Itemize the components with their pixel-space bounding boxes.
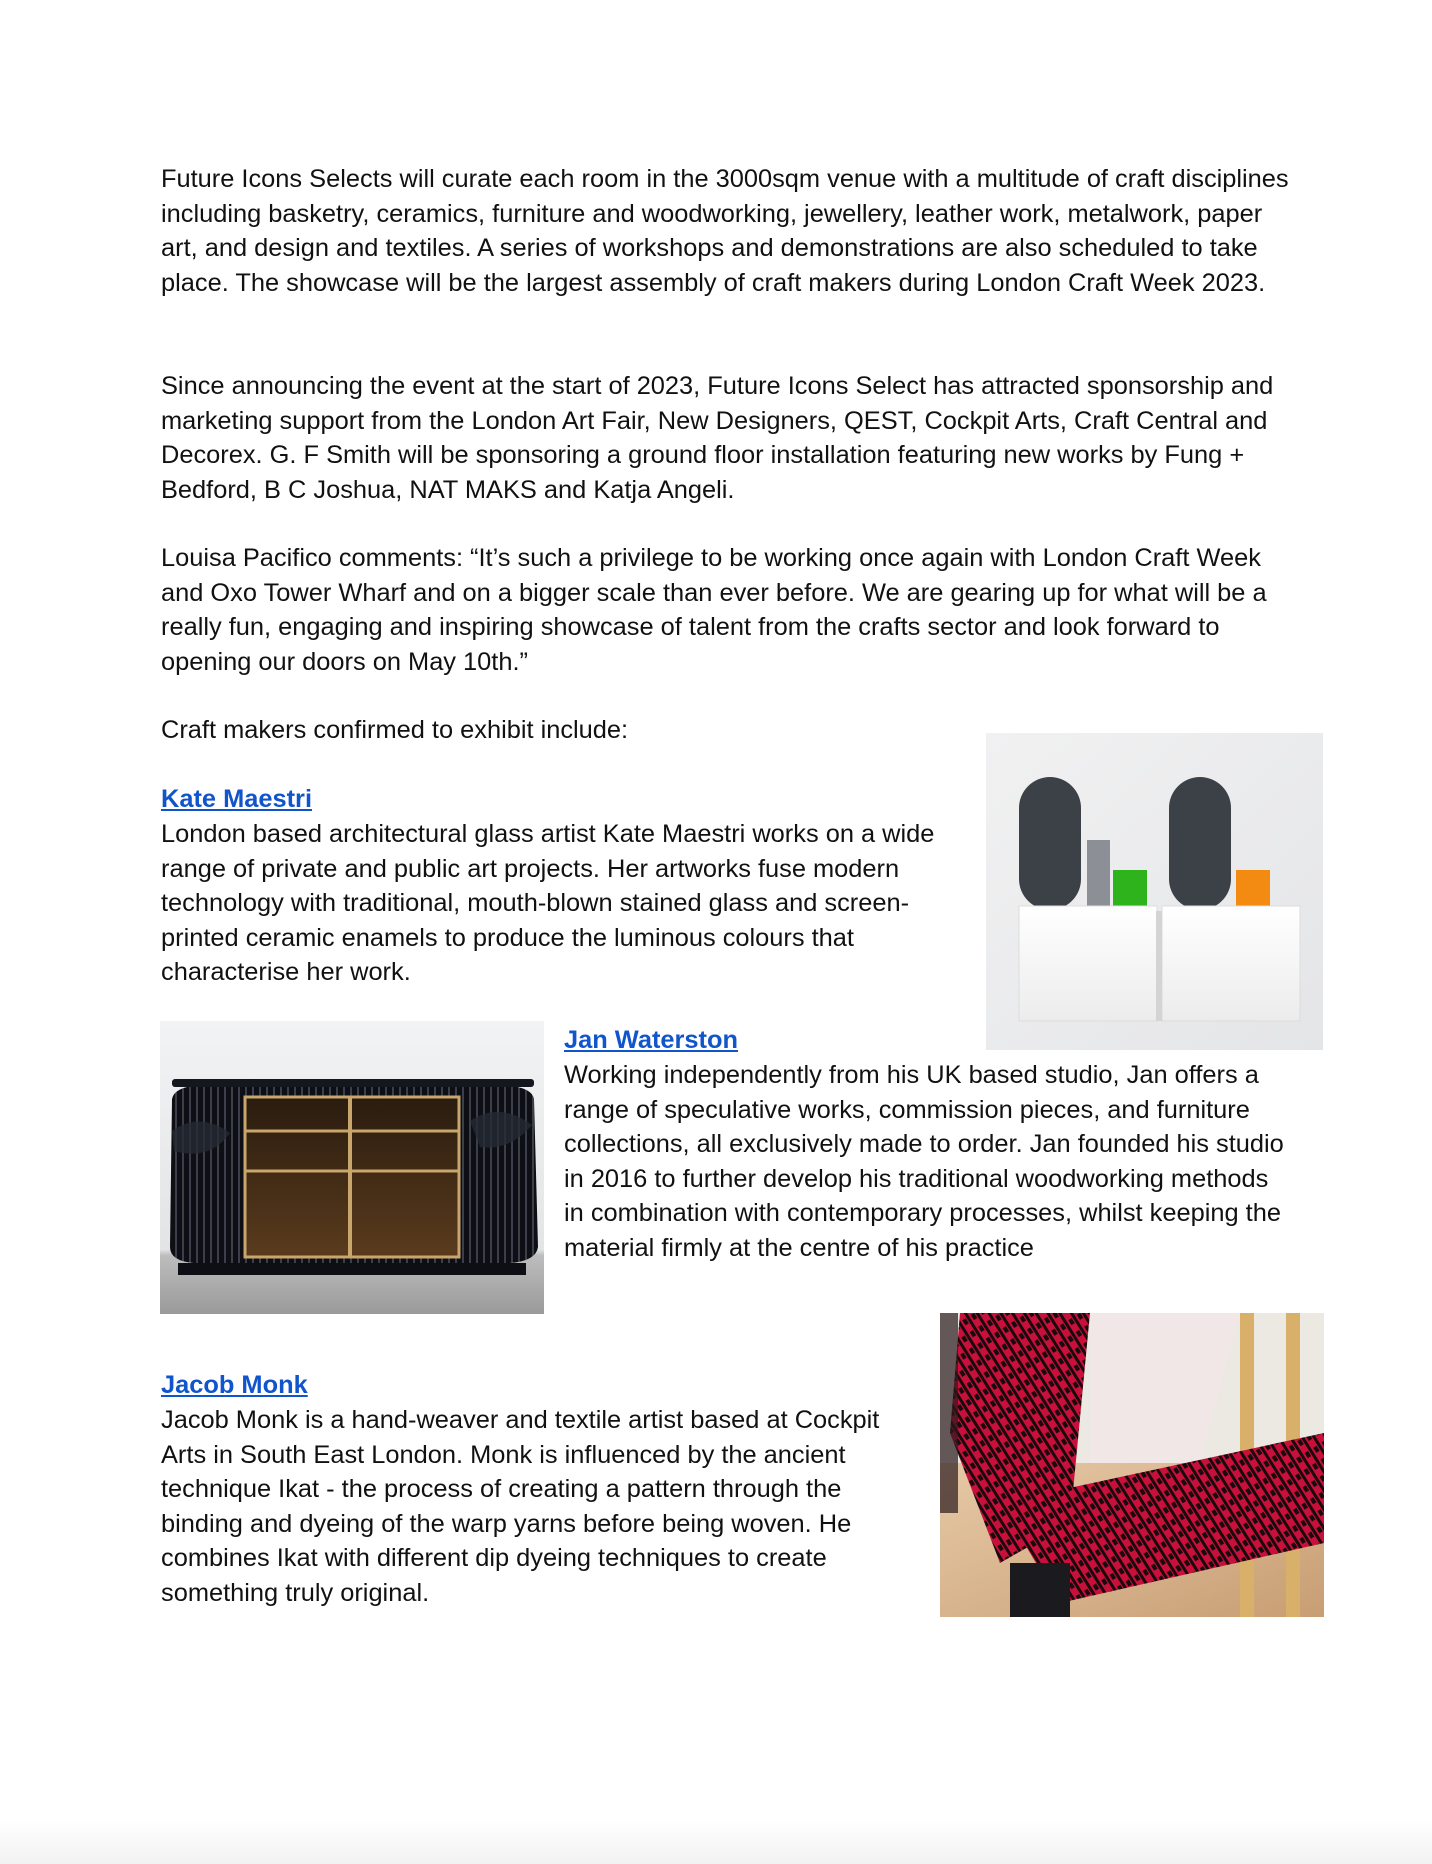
paragraph-makers-intro: Craft makers confirmed to exhibit include: xyxy=(161,716,629,744)
jan-waterston-furniture-image xyxy=(160,1021,544,1314)
maker-link-jacob-monk[interactable]: Jacob Monk xyxy=(161,1371,308,1399)
maker-description-jan-waterston: Working independently from his UK based studio, Jan offers a range of speculative works, commission pieces, and furniture collections, all exclusively made to order. Jan founded his studio in 2016 to further develop his traditional woodworking methods in combination with contemporary processes, whilst keeping the material firmly at the centre of his practice xyxy=(564,1061,1284,1262)
maker-description-kate-maestri: London based architectural glass artist Kate Maestri works on a wide range of private and public art projects. Her artworks fuse modern technology with traditional, mouth-blown stained glass and screen-printed ceramic enamels to produce the luminous colours that characterise her work. xyxy=(161,820,935,986)
paragraph-curation: Future Icons Selects will curate each room in the 3000sqm venue with a multitude of craft disciplines including basketry, ceramics, furniture and woodworking, jewellery, leather work, metalwork, paper art, and design and textiles. A series of workshops and demonstrations are also scheduled to take place. The showcase will be the largest assembly of craft makers during London Craft Week 2023. xyxy=(161,165,1289,297)
maker-link-jan-waterston[interactable]: Jan Waterston xyxy=(564,1026,739,1054)
jacob-monk-weaving-image xyxy=(940,1313,1324,1617)
paragraph-sponsorship: Since announcing the event at the start of 2023, Future Icons Select has attracted sponsorship and marketing support from the London Art Fair, New Designers, QEST, Cockpit Arts, Craft Central and Decorex. G. F Smith will be sponsoring a ground floor installation featuring new works by Fung + Bedford, B C Joshua, NAT MAKS and Katja Angeli. xyxy=(161,372,1274,504)
maker-description-jacob-monk: Jacob Monk is a hand-weaver and textile artist based at Cockpit Arts in South East London. Monk is influenced by the ancient technique Ikat - the process of creating a pattern through the binding and dyeing of the warp yarns before being woven. He combines Ikat with different dip dyeing techniques to create something truly original. xyxy=(161,1406,880,1607)
paragraph-quote: Louisa Pacifico comments: “It’s such a privilege to be working once again with London Craft Week and Oxo Tower Wharf and on a bigger scale than ever before. We are gearing up for what will be a really fun, engaging and inspiring showcase of talent from the crafts sector and look forward to opening our doors on May 10th.” xyxy=(161,544,1267,676)
maker-link-kate-maestri[interactable]: Kate Maestri xyxy=(161,785,312,813)
page-bottom-shadow xyxy=(0,1820,1432,1864)
kate-maestri-artwork-image xyxy=(986,733,1323,1050)
